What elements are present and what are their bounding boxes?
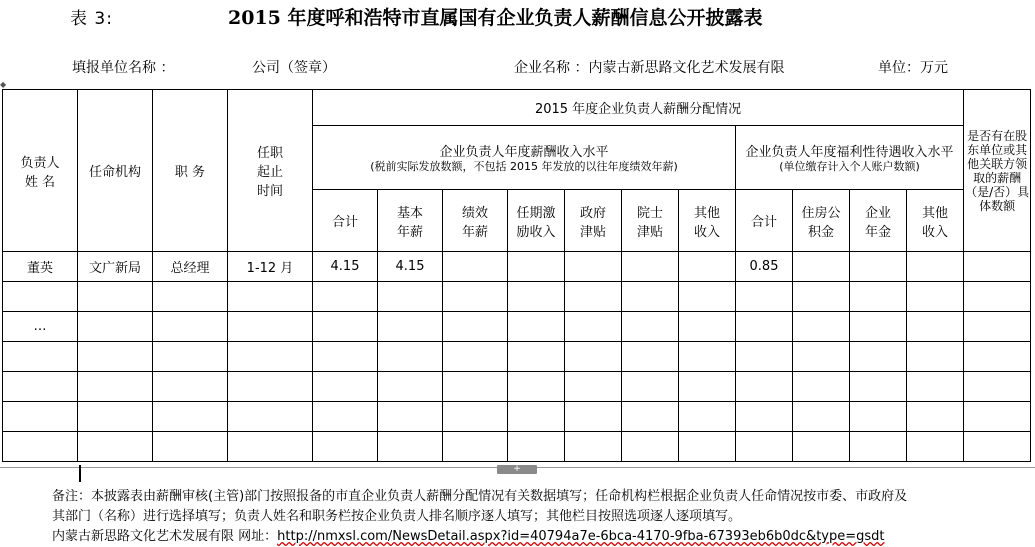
table-row [3, 432, 1031, 462]
header-gov-allowance: 政府津贴 [565, 190, 622, 252]
cell-annuity[interactable] [850, 342, 907, 372]
cell-performance[interactable] [443, 372, 508, 402]
cell-benefit-total[interactable]: 0.85 [736, 252, 793, 282]
cell-gov-allowance[interactable] [565, 402, 622, 432]
cell-other-benefit[interactable] [907, 252, 964, 282]
cell-gov-allowance[interactable] [565, 432, 622, 462]
cell-academician-allowance[interactable] [622, 342, 679, 372]
header-name: 负责人姓 名 [3, 90, 78, 252]
expand-table-button[interactable]: + [497, 465, 537, 474]
cell-agency[interactable]: 文广新局 [78, 252, 153, 282]
cell-academician-allowance[interactable] [622, 312, 679, 342]
table-row [3, 342, 1031, 372]
cell-other-income[interactable] [679, 252, 736, 282]
cell-academician-allowance[interactable] [622, 372, 679, 402]
cell-performance[interactable] [443, 342, 508, 372]
source-label: 内蒙古新思路文化艺术发展有限 网址： [52, 529, 278, 544]
cell-related-party-pay[interactable] [964, 432, 1031, 462]
move-handle-icon[interactable]: ◆ [0, 80, 7, 89]
header-academician-allowance: 院士津贴 [622, 190, 679, 252]
cell-gov-allowance[interactable] [565, 282, 622, 312]
cell-other-benefit[interactable] [907, 432, 964, 462]
cell-term[interactable] [228, 432, 313, 462]
cell-position[interactable] [153, 342, 228, 372]
cell-other-income[interactable] [679, 402, 736, 432]
cell-performance[interactable] [443, 432, 508, 462]
footnote [52, 487, 1012, 547]
text-cursor [79, 465, 81, 482]
cell-performance[interactable] [443, 402, 508, 432]
cell-annuity[interactable] [850, 432, 907, 462]
table-row [3, 312, 1031, 342]
cell-position[interactable] [153, 372, 228, 402]
cell-other-benefit[interactable] [907, 342, 964, 372]
cell-name[interactable] [3, 402, 78, 432]
cell-agency[interactable] [78, 372, 153, 402]
cell-housing-fund[interactable] [793, 312, 850, 342]
footnote-line-1: 备注：本披露表由薪酬审核(主管)部门按照报备的市直企业负责人薪酬分配情况有关数据填写；任命机构栏根据企业负责人任命情况按市委、市政府及 [52, 489, 908, 504]
cell-related-party-pay[interactable] [964, 282, 1031, 312]
cell-position[interactable] [153, 282, 228, 312]
company-stamp-label: 公司（签章） [252, 60, 336, 76]
cell-agency[interactable] [78, 402, 153, 432]
cell-housing-fund[interactable] [793, 432, 850, 462]
table-row [3, 252, 1031, 282]
cell-base[interactable] [378, 342, 443, 372]
header-distribution: 2015 年度企业负责人薪酬分配情况 [313, 90, 964, 126]
cell-related-party-pay[interactable] [964, 372, 1031, 402]
cell-benefit-total[interactable] [736, 282, 793, 312]
cell-base[interactable] [378, 312, 443, 342]
header-annuity: 企业年金 [850, 190, 907, 252]
cell-total[interactable] [313, 372, 378, 402]
header-other-benefit: 其他收入 [907, 190, 964, 252]
header-related-party-pay: 是否有在股东单位或其他关联方领取的薪酬（是/否）具体数额 [964, 90, 1031, 252]
header-benefit-total: 合计 [736, 190, 793, 252]
cell-name[interactable]: … [3, 312, 78, 342]
cell-other-benefit[interactable] [907, 282, 964, 312]
cell-name[interactable]: 董英 [3, 252, 78, 282]
header-benefits: 企业负责人年度福利性待遇收入水平 (单位缴存计入个人账户数额) [736, 126, 964, 190]
cell-base[interactable] [378, 372, 443, 402]
source-line [52, 527, 1012, 547]
cell-term[interactable] [228, 342, 313, 372]
header-annual-income: 企业负责人年度薪酬收入水平 (税前实际发放数额，不包括 2015 年发放的以往年度绩效年薪) [313, 126, 736, 190]
cell-agency[interactable] [78, 312, 153, 342]
cell-benefit-total[interactable] [736, 312, 793, 342]
table-row [3, 402, 1031, 432]
cell-related-party-pay[interactable] [964, 402, 1031, 432]
cell-agency[interactable] [78, 282, 153, 312]
cell-housing-fund[interactable] [793, 282, 850, 312]
table-row [3, 282, 1031, 312]
cell-annuity[interactable] [850, 312, 907, 342]
cell-annuity[interactable] [850, 282, 907, 312]
cell-total[interactable]: 4.15 [313, 252, 378, 282]
cell-gov-allowance[interactable] [565, 312, 622, 342]
cell-other-income[interactable] [679, 372, 736, 402]
cell-performance[interactable] [443, 282, 508, 312]
cell-academician-allowance[interactable] [622, 252, 679, 282]
source-url[interactable]: http://nmxsl.com/NewsDetail.aspx?id=40794a7e-6bca-4170-9fba-67393eb6b0dc&type=gsdt [277, 529, 885, 544]
cell-term-incentive[interactable] [508, 252, 565, 282]
cell-housing-fund[interactable] [793, 252, 850, 282]
header-other-income: 其他收入 [679, 190, 736, 252]
cell-benefit-total[interactable] [736, 372, 793, 402]
cell-other-income[interactable] [679, 342, 736, 372]
cell-term[interactable] [228, 312, 313, 342]
cell-benefit-total[interactable] [736, 432, 793, 462]
cell-benefit-total[interactable] [736, 402, 793, 432]
cell-base[interactable] [378, 282, 443, 312]
cell-term-incentive[interactable] [508, 372, 565, 402]
cell-housing-fund[interactable] [793, 372, 850, 402]
cell-base[interactable] [378, 432, 443, 462]
page-title: 2015 年度呼和浩特市直属国有企业负责人薪酬信息公开披露表 [228, 7, 763, 29]
cell-academician-allowance[interactable] [622, 402, 679, 432]
footnote-line-2: 其部门（名称）进行选择填写；负责人姓名和职务栏按企业负责人排名顺序逐人填写；其他栏目按照选项逐人逐项填写。 [52, 509, 742, 524]
cell-related-party-pay[interactable] [964, 252, 1031, 282]
cell-term[interactable]: 1-12 月 [228, 252, 313, 282]
cell-total[interactable] [313, 402, 378, 432]
cell-other-income[interactable] [679, 282, 736, 312]
cell-term[interactable] [228, 282, 313, 312]
cell-housing-fund[interactable] [793, 402, 850, 432]
table-row [3, 372, 1031, 402]
cell-other-income[interactable] [679, 432, 736, 462]
cell-other-benefit[interactable] [907, 372, 964, 402]
cell-performance[interactable] [443, 252, 508, 282]
cell-other-income[interactable] [679, 312, 736, 342]
cell-annuity[interactable] [850, 372, 907, 402]
cell-other-benefit[interactable] [907, 402, 964, 432]
cell-term-incentive[interactable] [508, 432, 565, 462]
cell-term[interactable] [228, 372, 313, 402]
cell-base[interactable] [378, 402, 443, 432]
cell-name[interactable] [3, 342, 78, 372]
cell-agency[interactable] [78, 342, 153, 372]
header-housing-fund: 住房公积金 [793, 190, 850, 252]
cell-position[interactable]: 总经理 [153, 252, 228, 282]
cell-housing-fund[interactable] [793, 342, 850, 372]
reporting-unit-label: 填报单位名称 ： [72, 60, 175, 76]
cell-position[interactable] [153, 402, 228, 432]
cell-total[interactable] [313, 282, 378, 312]
header-agency: 任命机构 [78, 90, 153, 252]
header-base-salary: 基本年薪 [378, 190, 443, 252]
cell-academician-allowance[interactable] [622, 432, 679, 462]
cell-base[interactable]: 4.15 [378, 252, 443, 282]
header-performance: 绩效年薪 [443, 190, 508, 252]
cell-gov-allowance[interactable] [565, 372, 622, 402]
enterprise-name: 企业名称 ：内蒙古新思路文化艺术发展有限 [514, 60, 785, 76]
cell-gov-allowance[interactable] [565, 342, 622, 372]
cell-annuity[interactable] [850, 252, 907, 282]
currency-unit: 单位：万元 [878, 60, 948, 76]
cell-annuity[interactable] [850, 402, 907, 432]
cell-other-benefit[interactable] [907, 312, 964, 342]
cell-benefit-total[interactable] [736, 342, 793, 372]
cell-position[interactable] [153, 312, 228, 342]
table-number: 表 3: [70, 9, 113, 29]
cell-performance[interactable] [443, 312, 508, 342]
cell-agency[interactable] [78, 432, 153, 462]
cell-name[interactable] [3, 282, 78, 312]
header-term-incentive: 任期激励收入 [508, 190, 565, 252]
cell-term[interactable] [228, 402, 313, 432]
cell-name[interactable] [3, 432, 78, 462]
cell-related-party-pay[interactable] [964, 342, 1031, 372]
cell-term-incentive[interactable] [508, 312, 565, 342]
cell-gov-allowance[interactable] [565, 252, 622, 282]
cell-term-incentive[interactable] [508, 282, 565, 312]
salary-disclosure-table [2, 89, 1031, 462]
cell-total[interactable] [313, 432, 378, 462]
header-total: 合计 [313, 190, 378, 252]
cell-position[interactable] [153, 432, 228, 462]
cell-total[interactable] [313, 312, 378, 342]
cell-academician-allowance[interactable] [622, 282, 679, 312]
header-position: 职 务 [153, 90, 228, 252]
header-term: 任职起止时间 [228, 90, 313, 252]
cell-term-incentive[interactable] [508, 342, 565, 372]
cell-term-incentive[interactable] [508, 402, 565, 432]
cell-total[interactable] [313, 342, 378, 372]
cell-related-party-pay[interactable] [964, 312, 1031, 342]
cell-name[interactable] [3, 372, 78, 402]
